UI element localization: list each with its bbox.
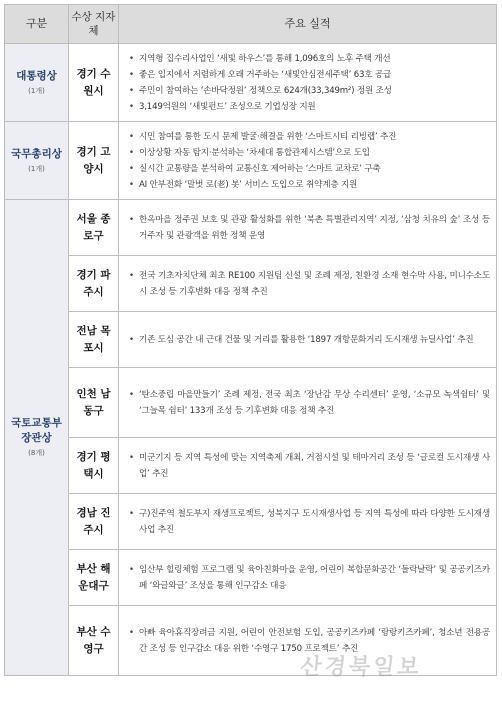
award-name: 대통령상: [16, 69, 57, 82]
table-row: [5, 550, 497, 606]
achievement-item: • 아빠 육아휴직장려금 지원, 어린이 안전보험 도입, 공공키즈카페 ‘랑랑키즈카페’, 청소년 전용공간 조성 등 인구감소 대응 위한 ‘수영구 1750 프로젝트’ 추진: [127, 625, 490, 657]
award-count: (8개): [28, 449, 45, 457]
award-cell: [5, 200, 69, 676]
achievements-cell: [119, 368, 497, 438]
achievement-item: • 지역형 집수리사업인 ‘새빛 하우스’를 통해 1,096호의 노후 주택 개선: [127, 51, 490, 67]
city-cell: 경기 고양시: [69, 122, 119, 200]
award-cell: [5, 44, 69, 122]
table-row: [5, 494, 497, 550]
achievement-item: • 미군기지 등 지역 특성에 맞는 지역축제 개최, 거점시설 및 테마거리 조성 등 ‘글로컬 도시재생 사업’ 추진: [127, 450, 490, 482]
table-row: [5, 312, 497, 368]
achievement-item: • 구)진주역 철도부지 재생프로젝트, 성북지구 도시재생사업 등 지역 특성에 따라 다양한 도시재생사업 추진: [127, 506, 490, 538]
achievement-item: • AI 안부전화 ‘말벗 로(老) 봇’ 서비스 도입으로 취약계층 지원: [127, 177, 490, 193]
achievement-item: • 한옥마을 정주권 보호 및 관광 활성화를 위한 ‘북촌 특별관리지역’ 지정, ‘삼청 치유의 숲’ 조성 등 거주자 및 관광객을 위한 정책 운영: [127, 212, 490, 244]
achievement-item: • 실시간 교통량을 분석하여 교통신호 제어하는 ‘스마트 교차로’ 구축: [127, 161, 490, 177]
award-cell: [5, 122, 69, 200]
table-row: [5, 256, 497, 312]
achievements-cell: [119, 312, 497, 368]
city-cell: 부산 해운대구: [69, 550, 119, 606]
achievements-cell: [119, 122, 497, 200]
header-row: [5, 5, 497, 44]
city-cell: 경기 파주시: [69, 256, 119, 312]
watermark: 산경북일보: [298, 655, 423, 680]
award-count: (1개): [28, 86, 45, 95]
city-cell: 경남 진주시: [69, 494, 119, 550]
achievements-cell: [119, 438, 497, 494]
achievement-item: • ‘탄소중립 마을만들기’ 조례 제정, 전국 최초 ‘장난감 무상 수리센터’ 운영, ‘소규모 녹색쉼터’ 및 ‘그늘목 쉼터’ 133개 조성 등 기후변화 대응 정책 추진: [127, 387, 490, 419]
header-category: 구분: [5, 5, 69, 44]
city-cell: 경기 평택시: [69, 438, 119, 494]
city-cell: 경기 수원시: [69, 44, 119, 122]
achievement-item: • 전국 기초자치단체 최초 RE100 지원팀 신설 및 조례 제정, 친환경 소재 현수막 사용, 미니수소도시 조성 등 기후변화 대응 정책 추진: [127, 268, 490, 300]
achievements-cell: [119, 550, 497, 606]
table-row: [5, 368, 497, 438]
achievement-item: • 이상상황 자동 탐지·분석하는 ‘차세대 통합관제시스템’으로 도입: [127, 145, 490, 161]
achievements-cell: [119, 494, 497, 550]
achievements-cell: [119, 256, 497, 312]
awards-table: [4, 4, 497, 676]
city-cell: 부산 수영구: [69, 606, 119, 676]
table-row: [5, 200, 497, 256]
achievement-item: • 기존 도심 공간 내 근대 건물 및 거리를 활용한 ‘1897 개항문화거리 도시재생 뉴딜사업’ 추진: [127, 332, 490, 348]
achievement-item: • 3,149억원의 ‘새빛펀드’ 조성으로 기업성장 지원: [127, 99, 490, 115]
achievement-item: • 좋은 입지에서 저렴하게 오래 거주하는 ‘새빛안심전세주택’ 63호 공급: [127, 67, 490, 83]
city-cell: 인천 남동구: [69, 368, 119, 438]
table-row: [5, 438, 497, 494]
city-cell: 서울 종로구: [69, 200, 119, 256]
achievement-item: • 임산부 힐링체험 프로그램 및 육아친화마을 운영, 어린이 복합문화공간 ‘들락날락’ 및 공공키즈카페 ‘와글와글’ 조성을 통해 인구감소 대응: [127, 562, 490, 594]
achievement-item: • 주민이 참여하는 ‘손바닥정원’ 정책으로 624개(33,349m²) 정원 조성: [127, 83, 490, 99]
award-name: 국무총리상: [11, 147, 62, 160]
table-row: [5, 122, 497, 200]
award-name: 국토교통부 장관상: [11, 417, 62, 444]
achievements-cell: [119, 200, 497, 256]
header-achievements: 주요 실적: [119, 5, 497, 44]
header-municipality: 수상 지자체: [69, 5, 119, 44]
achievements-cell: [119, 44, 497, 122]
table-row: [5, 44, 497, 122]
award-count: (1개): [28, 164, 45, 173]
city-cell: 전남 목포시: [69, 312, 119, 368]
achievement-item: • 시민 참여를 통한 도시 문제 발굴·해결을 위한 ‘스마트시티 리빙랩’ 추진: [127, 129, 490, 145]
